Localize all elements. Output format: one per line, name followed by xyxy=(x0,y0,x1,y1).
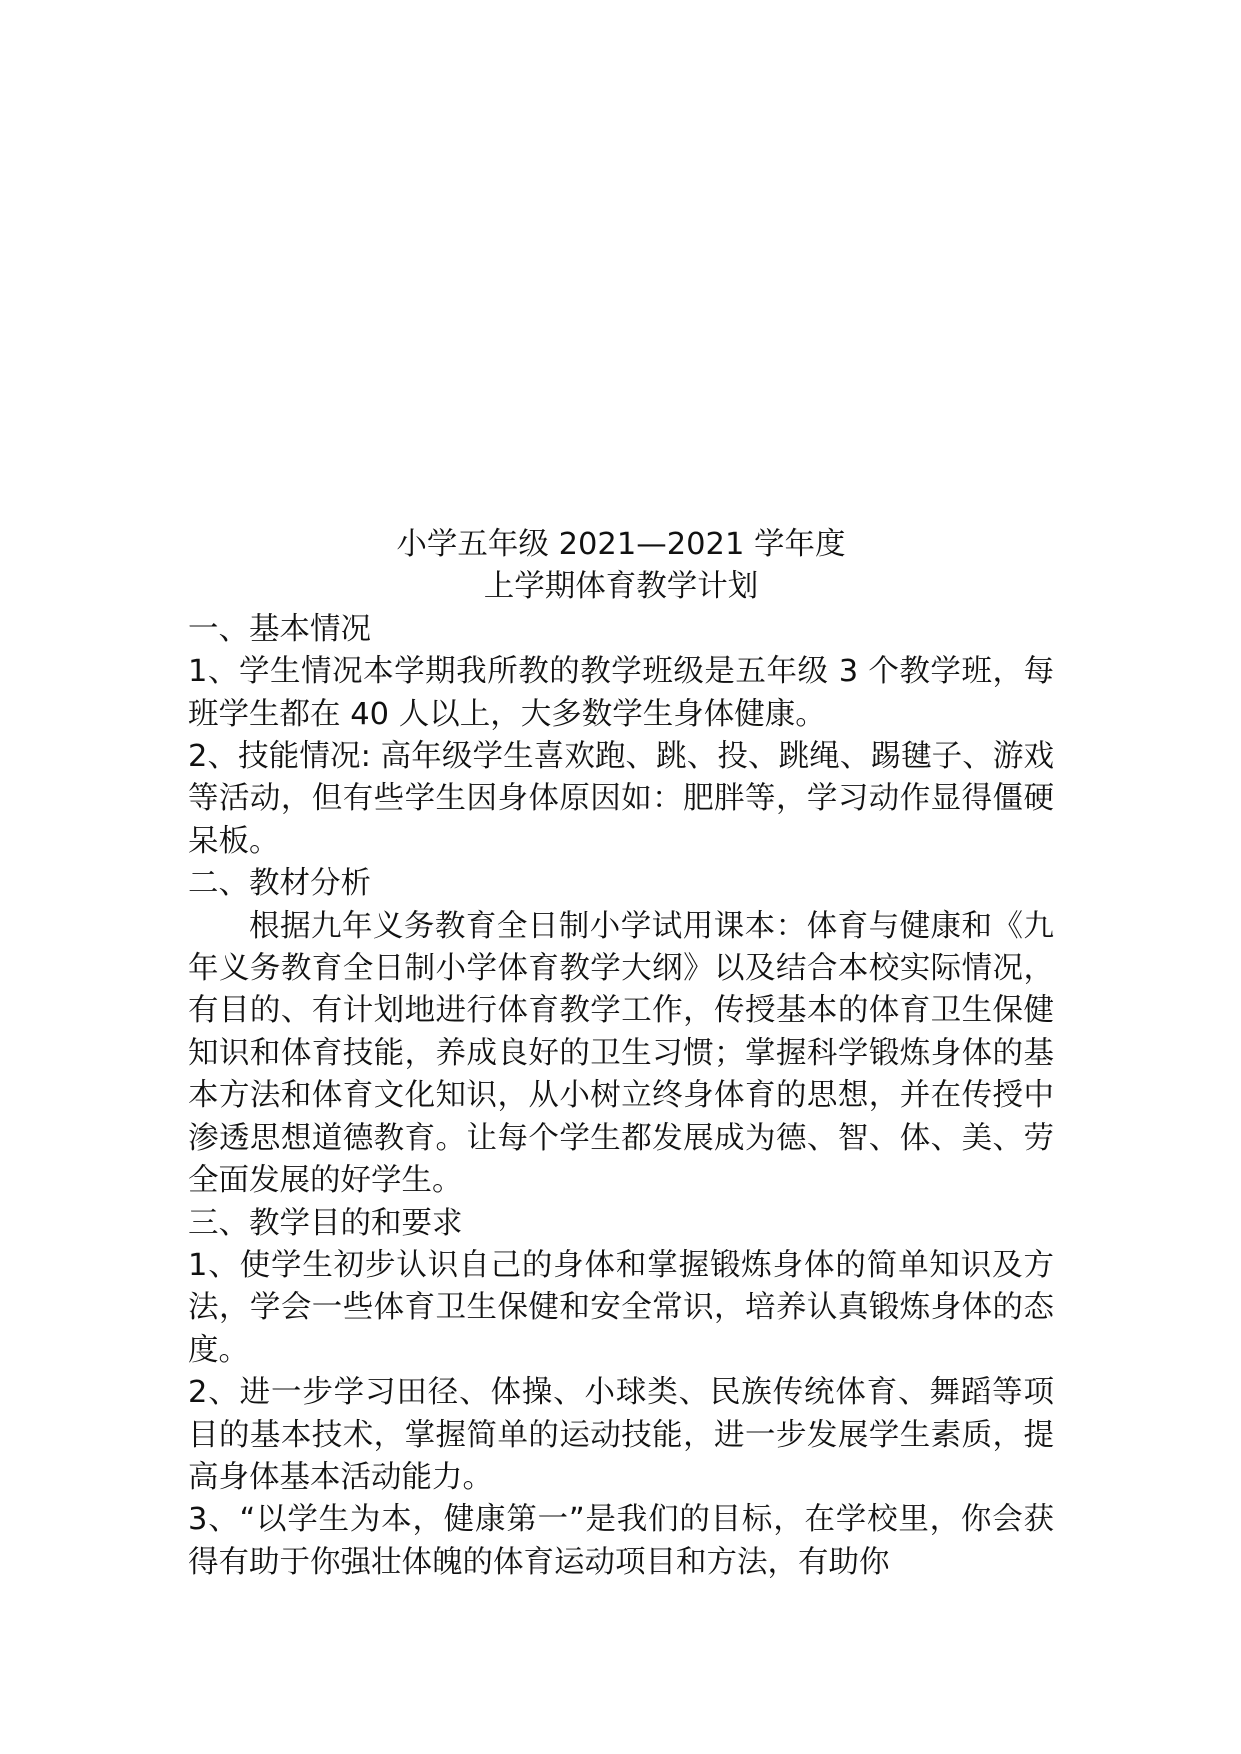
section-heading-textbook-analysis: 二、教材分析 xyxy=(188,866,371,902)
paragraph-textbook-analysis: 根据九年义务教育全日制小学试用课本：体育与健康和《九年义务教育全日制小学体育教学大纲》以及结合本校实际情况，有目的、有计划地进行体育教学工作，传授基本的体育卫生保健知识和体育技能，养成良好的卫生习惯；掌握科学锻炼身体的基本方法和体育文化知识，从小树立终身体育的思想，并在传授中渗透思想道德教育。让每个学生都发展成为德、智、体、美、劳全面发展的好学生。 xyxy=(188,908,1054,1199)
section-heading-basic-situation: 一、基本情况 xyxy=(188,611,371,647)
document-body xyxy=(188,524,1054,1584)
paragraph-goal-3: 3、“以学生为本，健康第一”是我们的目标，在学校里，你会获得有助于你强壮体魄的体育运动项目和方法，有助你 xyxy=(188,1502,1054,1580)
paragraph-student-situation: 1、学生情况本学期我所教的教学班级是五年级 3 个教学班，每班学生都在 40 人以上，大多数学生身体健康。 xyxy=(188,654,1054,732)
paragraph-goal-1: 1、使学生初步认识自己的身体和掌握锻炼身体的简单知识及方法，学会一些体育卫生保健和安全常识，培养认真锻炼身体的态度。 xyxy=(188,1247,1054,1368)
paragraph-skill-situation: 2、技能情况: 高年级学生喜欢跑、跳、投、跳绳、踢毽子、游戏等活动，但有些学生因身体原因如：肥胖等，学习动作显得僵硬呆板。 xyxy=(188,739,1054,859)
paragraph-goal-2: 2、进一步学习田径、体操、小球类、民族传统体育、舞蹈等项目的基本技术，掌握简单的运动技能，进一步发展学生素质，提高身体基本活动能力。 xyxy=(188,1375,1054,1495)
document-title-line-1: 小学五年级 2021—2021 学年度 xyxy=(396,527,846,562)
section-heading-teaching-goals: 三、教学目的和要求 xyxy=(188,1205,463,1241)
document-title-line-2: 上学期体育教学计划 xyxy=(483,569,759,605)
